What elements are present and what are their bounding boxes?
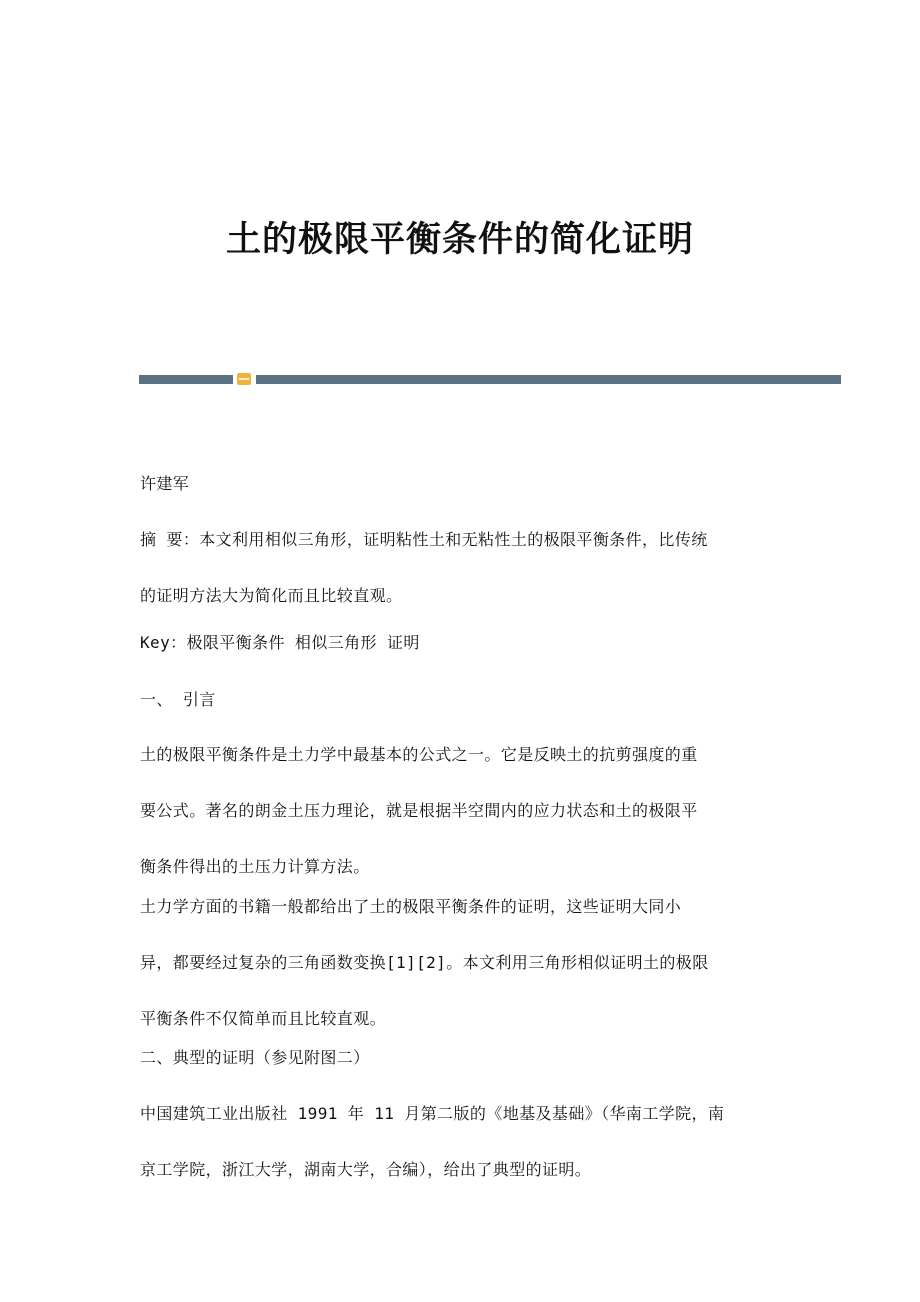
paragraph-line: 土力学方面的书籍一般都给出了土的极限平衡条件的证明，这些证明大同小 [140, 897, 682, 916]
author-name: 许建军 [140, 474, 190, 493]
abstract-line: 摘 要：本文利用相似三角形，证明粘性土和无粘性土的极限平衡条件，比传统 [140, 530, 708, 549]
paragraph-line: 土的极限平衡条件是土力学中最基本的公式之一。它是反映土的抗剪强度的重 [140, 745, 698, 764]
divider-bar-left [139, 375, 233, 384]
abstract-line: 的证明方法大为简化而且比较直观。 [140, 586, 403, 605]
section-heading-intro: 一、 引言 [140, 690, 216, 709]
abstract [140, 512, 780, 624]
divider-ornament-icon [237, 373, 251, 385]
paragraph-line: 要公式。著名的朗金土压力理论，就是根据半空間内的应力状态和土的极限平 [140, 801, 698, 820]
keywords: Key：极限平衡条件 相似三角形 证明 [140, 633, 420, 652]
paragraph-line: 中国建筑工业出版社 1991 年 11 月第二版的《地基及基础》（华南工学院，南 [140, 1104, 725, 1123]
paragraph-line: 异，都要经过复杂的三角函数变换[1][2]。本文利用三角形相似证明土的极限 [140, 953, 709, 972]
intro-paragraph-1 [140, 727, 780, 895]
document-title: 土的极限平衡条件的简化证明 [225, 219, 694, 260]
divider-bar-right [256, 375, 841, 384]
proof-paragraph-1 [140, 1086, 780, 1198]
paragraph-line: 平衡条件不仅简单而且比较直观。 [140, 1009, 387, 1028]
section-heading-proof: 二、典型的证明（参见附图二） [140, 1048, 370, 1067]
paragraph-line: 京工学院，浙江大学，湖南大学，合编），给出了典型的证明。 [140, 1160, 592, 1179]
paragraph-line: 衡条件得出的土压力计算方法。 [140, 857, 370, 876]
intro-paragraph-2 [140, 879, 780, 1047]
title-divider [139, 375, 841, 384]
